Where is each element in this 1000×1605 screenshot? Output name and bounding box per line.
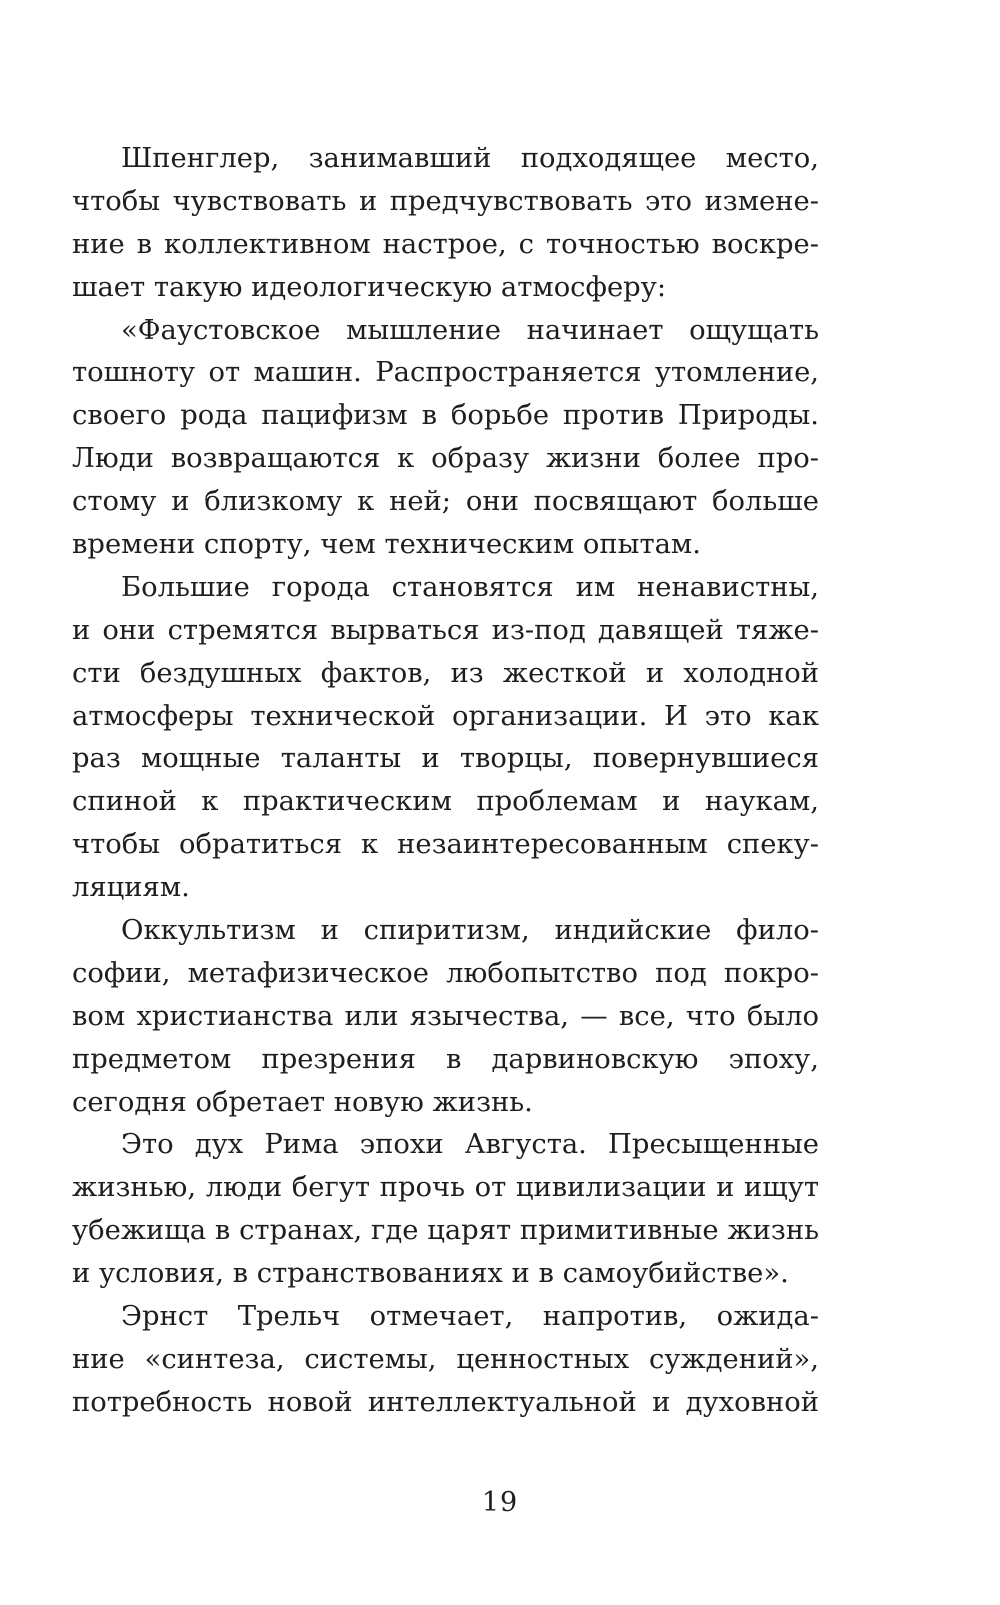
text-line: стому и близкому к ней; они посвящают больше (72, 486, 819, 518)
text-line: предметом презрения в дарвиновскую эпоху, (72, 1043, 819, 1075)
paragraph (72, 910, 819, 1124)
paragraph (72, 567, 819, 910)
body-text (72, 138, 819, 1425)
text-line: чтобы обратиться к незаинтересованным спеку- (72, 829, 819, 861)
text-line: и условия, в странствованиях и в самоубийстве». (72, 1258, 789, 1290)
text-line: потребность новой интеллектуальной и духовной (72, 1386, 819, 1418)
text-line: ние «синтеза, системы, ценностных суждений», (72, 1343, 819, 1375)
text-line: Оккультизм и спиритизм, индийские фило- (121, 915, 819, 947)
text-line: сегодня обретает новую жизнь. (72, 1086, 533, 1118)
text-line: Шпенглер, занимавший подходящее место, (121, 143, 819, 174)
text-line: шает такую идеологическую атмосферу: (72, 271, 667, 303)
text-line: Эрнст Трельч отмечает, напротив, ожида- (121, 1301, 819, 1333)
text-line: «Фаустовское мышление начинает ощущать (121, 314, 819, 346)
paragraph (72, 310, 819, 567)
paragraph (72, 138, 819, 310)
text-line: сти бездушных фактов, из жесткой и холодной (72, 657, 819, 689)
text-line: вом христианства или язычества, — все, что было (72, 1000, 819, 1032)
text-line: тошноту от машин. Распространяется утомление, (72, 357, 819, 389)
text-line: времени спорту, чем техническим опытам. (72, 529, 701, 561)
text-line: Люди возвращаются к образу жизни более про- (72, 443, 819, 475)
text-line: убежища в странах, где царят примитивные жизнь (72, 1215, 819, 1247)
text-line: атмосферы технической организации. И это как (72, 700, 819, 732)
text-line: ние в коллективном настрое, с точностью воскре- (72, 228, 819, 260)
text-line: раз мощные таланты и творцы, повернувшиеся (72, 743, 819, 775)
text-line: чтобы чувствовать и предчувствовать это измене- (72, 185, 819, 217)
text-line: жизнью, люди бегут прочь от цивилизации и ищут (72, 1172, 819, 1204)
text-line: Большие города становятся им ненавистны, (121, 571, 819, 603)
paragraph (72, 1124, 819, 1296)
text-line: ляциям. (72, 872, 190, 904)
paragraph (72, 1296, 819, 1425)
text-line: спиной к практическим проблемам и наукам, (72, 786, 819, 818)
page-number: 19 (481, 1487, 519, 1518)
text-line: своего рода пацифизм в борьбе против Природы. (72, 400, 819, 432)
text-line: софии, метафизическое любопытство под покро- (72, 957, 819, 989)
text-line: и они стремятся вырваться из-под давящей тяже- (72, 614, 819, 646)
text-line: Это дух Рима эпохи Августа. Пресыщенные (121, 1129, 819, 1161)
